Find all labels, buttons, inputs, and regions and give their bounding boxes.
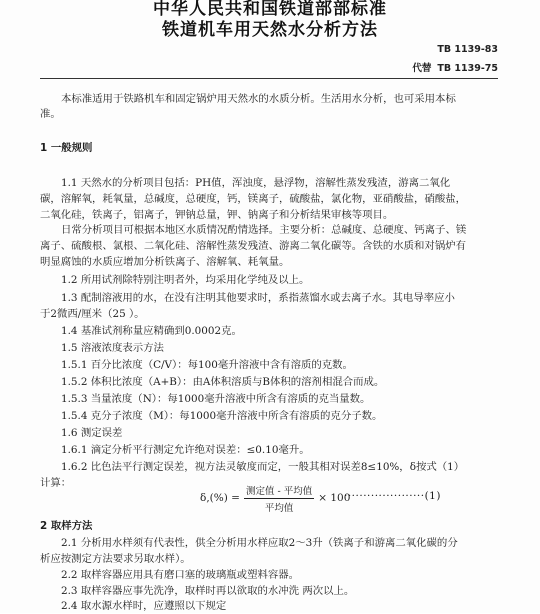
clause-2-1-line2: 析应按测定方法要求另取水样）。 bbox=[40, 553, 191, 565]
relative-error-formula bbox=[200, 483, 350, 513]
clause-1-1: 1.1 天然水的分析项目包括：PH值，浑浊度，悬浮物，溶解性蒸发残渣，游离二氧化 bbox=[61, 177, 451, 189]
formula-lhs: δ,(%) = bbox=[200, 492, 240, 504]
clause-1-5-3: 1.5.3 当量浓度（N）：每1000毫升溶液中所含有溶质的克当量数。 bbox=[61, 393, 371, 405]
standard-issuer-title: 中华人民共和国铁道部部标准 bbox=[153, 0, 387, 19]
clause-1-5-1: 1.5.1 百分比浓度（C/V）：每100毫升溶液中含有溶质的克数。 bbox=[61, 359, 353, 371]
intro-paragraph: 本标准适用于铁路机车和固定锅炉用天然水的水质分析。生活用水分析，也可采用本标 bbox=[61, 93, 456, 105]
replaces-code: TB 1139-75 bbox=[437, 63, 498, 74]
replaces-label: 代替 bbox=[412, 63, 432, 74]
formula-fraction bbox=[244, 483, 314, 514]
header-divider bbox=[40, 78, 498, 79]
formula-denominator: 平均值 bbox=[264, 502, 294, 514]
clause-1-1-line6: 明显腐蚀的水质应增加分析铁离子、溶解氧、耗氧量。 bbox=[40, 256, 290, 268]
clause-1-1-line2: 碳，溶解氧，耗氧量，总碱度，总硬度，钙，镁离子，硫酸盐，氯化物，亚硝酸盐，硝酸盐， bbox=[40, 193, 467, 205]
section-1-heading: 1 一般规则 bbox=[40, 142, 93, 154]
formula-multiplier: × 100 bbox=[318, 492, 351, 504]
clause-1-5: 1.5 溶液浓度表示方法 bbox=[61, 342, 164, 354]
clause-1-6-2: 1.6.2 比色法平行测定误差，视方法灵敏度而定，一般其相对误差8≤10%，δ按式（1） bbox=[61, 461, 465, 473]
clause-1-4: 1.4 基准试剂称量应精确到0.0002克。 bbox=[61, 325, 242, 337]
clause-2-2: 2.2 取样容器应用具有磨口塞的玻璃瓶或塑料容器。 bbox=[61, 569, 300, 581]
clause-1-6-2-line2: 计算： bbox=[40, 477, 72, 489]
clause-1-1-line4: 日常分析项目可根据本地区水质情况酌情选择。主要分析：总碱度、总硬度、钙离子、镁 bbox=[61, 224, 467, 236]
clause-1-1-line3: 二氧化硅，铁离子，铝离子，钾钠总量，钾、钠离子和分析结果审核等项目。 bbox=[40, 209, 394, 221]
clause-1-2: 1.2 所用试剂除特别注明者外，均采用化学纯及以上。 bbox=[61, 274, 310, 286]
clause-2-4: 2.4 取水源水样时，应遵照以下规定 bbox=[61, 600, 227, 612]
clause-1-6-1: 1.6.1 滴定分析平行测定允许绝对误差：≤0.10毫升。 bbox=[61, 444, 310, 456]
standard-code: TB 1139-83 bbox=[437, 44, 498, 55]
clause-2-1: 2.1 分析用水样须有代表性，供全分析用水样应取2～3升（铁离子和游离二氧化碳的分 bbox=[61, 537, 458, 549]
formula-reference-number: ·····················(1) bbox=[344, 490, 441, 502]
clause-1-3-line2: 于2微西/厘米（25 ）。 bbox=[40, 308, 145, 320]
replaces-line bbox=[412, 60, 498, 74]
clause-1-6: 1.6 测定误差 bbox=[61, 427, 123, 439]
standard-title: 铁道机车用天然水分析方法 bbox=[162, 20, 378, 40]
clause-2-3: 2.3 取样容器应事先洗净，取样时再以欲取的水冲洗 两次以上。 bbox=[61, 585, 355, 597]
clause-1-1-line5: 离子、硫酸根、氯根、二氧化硅、溶解性蒸发残渣、游离二氧化碳等。含铁的水质和对锅炉有 bbox=[40, 240, 467, 252]
section-2-heading: 2 取样方法 bbox=[40, 520, 93, 532]
clause-1-5-4: 1.5.4 克分子浓度（M）：每1000毫升溶液中所含有溶质的克分子数。 bbox=[61, 410, 383, 422]
clause-1-3: 1.3 配制溶液用的水，在没有注明其他要求时，系指蒸馏水或去离子水。其电导率应小 bbox=[61, 292, 455, 304]
clause-1-5-2: 1.5.2 体积比浓度（A+B）：由A体积溶质与B体积的溶剂相混合而成。 bbox=[61, 376, 385, 388]
formula-numerator: 测定值 - 平均值 bbox=[244, 483, 314, 499]
intro-paragraph-cont: 准。 bbox=[40, 108, 61, 120]
